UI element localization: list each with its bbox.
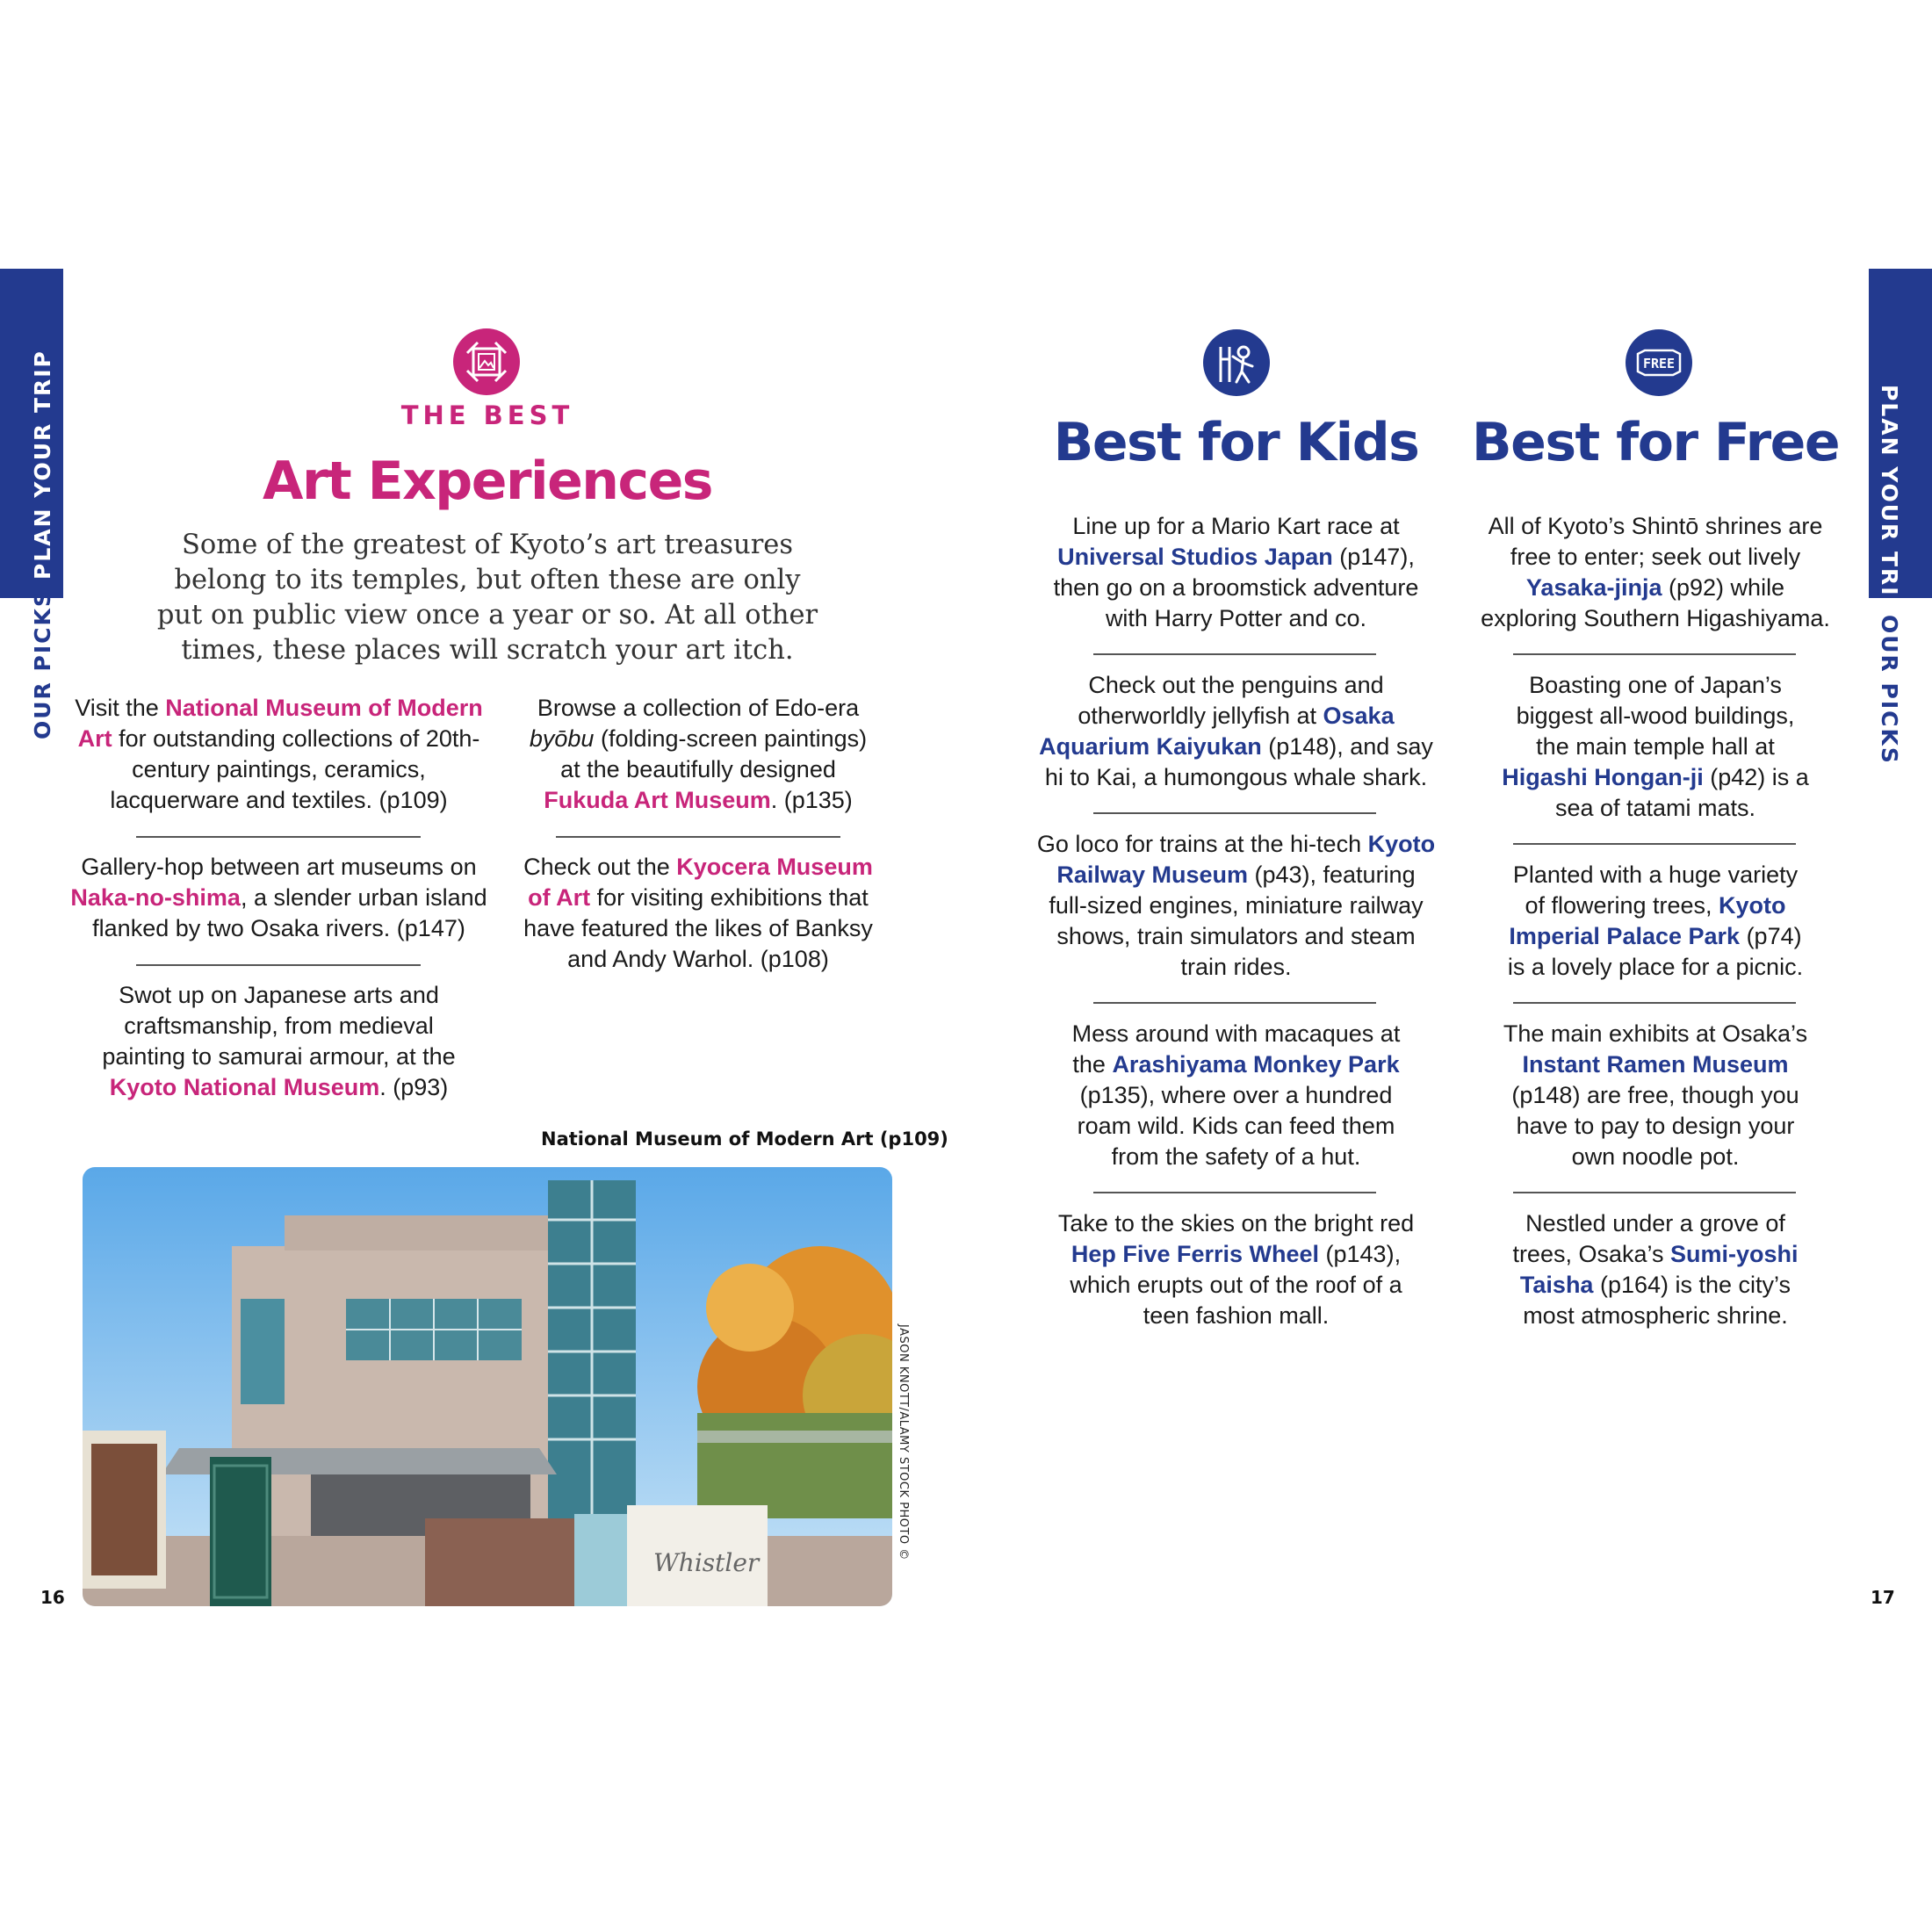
museum-photo (83, 1167, 892, 1606)
divider (1513, 1002, 1796, 1004)
free-item-yasaka-jinja: All of Kyoto’s Shintō shrines are free to enter; seek out lively Yasaka-jinja (p92) while exploring Southern Higashiyama. (1481, 513, 1830, 631)
kids-item-ferris-wheel: Take to the skies on the bright red Hep Five Ferris Wheel (p143), which erupts out of the roof of a teen fashion mall. (1057, 1210, 1415, 1329)
osaka-aquarium-link[interactable]: Osaka Aquarium Kaiyukan (1039, 703, 1395, 760)
fukuda-art-museum-link[interactable]: Fukuda Art Museum (544, 787, 771, 813)
art-item-fukuda: Browse a collection of Edo-era byōbu (folding-screen paintings) at the beautifully designed Fukuda Art Museum. (p135) (529, 695, 868, 813)
photo-credit: JASON KNOTT/ALAMY STOCK PHOTO © (897, 1324, 910, 1561)
kyoto-national-museum-link[interactable]: Kyoto National Museum (109, 1074, 380, 1100)
free-item-sumi-yoshi-taisha: Nestled under a grove of trees, Osaka’s Sumi-yoshi Taisha (p164) is the city’s most atmospheric shrine. (1512, 1210, 1799, 1329)
sumi-yoshi-taisha-link[interactable]: Sumi-yoshi Taisha (1519, 1241, 1799, 1298)
divider (1093, 653, 1376, 655)
kids-title: Best for Kids (1053, 412, 1419, 473)
divider (1093, 1002, 1376, 1004)
instant-ramen-museum-link[interactable]: Instant Ramen Museum (1522, 1051, 1789, 1078)
photo-sign-text: Whistler (653, 1548, 760, 1577)
kids-item-railway-museum: Go loco for trains at the hi-tech Kyoto Railway Museum (p43), featuring full-sized engines, miniature railway shows, train simulators and steam train rides. (1036, 831, 1436, 980)
kids-item-monkey-park: Mess around with macaques at the Arashiyama Monkey Park (p135), where over a hundred roam wild. Kids can feed them from the safety of a hut. (1071, 1020, 1401, 1170)
free-item-higashi-hongan-ji: Boasting one of Japan’s biggest all-wood buildings, the main temple hall at Higashi Hongan-ji (p42) is a sea of tatami mats. (1502, 672, 1809, 821)
art-title: Art Experiences (263, 451, 712, 512)
kyoto-railway-museum-link[interactable]: Kyoto Railway Museum (1056, 831, 1436, 888)
kyocera-museum-link[interactable]: Kyocera Museum of Art (528, 854, 873, 911)
kids-item-aquarium: Check out the penguins and otherworldly jellyfish at Osaka Aquarium Kaiyukan (p148), and say hi to Kai, a humongous whale shark. (1039, 672, 1433, 790)
page-number-left: 16 (40, 1587, 65, 1608)
art-item-kyoto-national-museum: Swot up on Japanese arts and craftsmanship, from medieval painting to samurai armour, at the Kyoto National Museum. (p93) (102, 982, 456, 1100)
child-playing-icon (1201, 328, 1272, 398)
naka-no-shima-link[interactable]: Naka-no-shima (70, 884, 241, 911)
photo-caption: National Museum of Modern Art (p109) (541, 1128, 948, 1150)
divider (136, 964, 421, 966)
divider (1513, 653, 1796, 655)
free-title: Best for Free (1471, 412, 1840, 473)
free-item-imperial-palace-park: Planted with a huge variety of flowering trees, Kyoto Imperial Palace Park (p74) is a lovely place for a picnic. (1507, 861, 1804, 980)
divider (1093, 1192, 1376, 1193)
kyoto-imperial-palace-park-link[interactable]: Kyoto Imperial Palace Park (1509, 892, 1786, 949)
divider (556, 836, 840, 838)
arashiyama-monkey-park-link[interactable]: Arashiyama Monkey Park (1112, 1051, 1400, 1078)
page-number-right: 17 (1871, 1587, 1895, 1608)
free-icon-text: FREE (1642, 356, 1676, 371)
framed-picture-icon (451, 327, 522, 397)
art-item-national-museum: Visit the National Museum of Modern Art for outstanding collections of 20th-century paintings, ceramics, lacquerware and textiles. (p109) (75, 695, 483, 813)
art-kicker: THE BEST (400, 400, 574, 430)
divider (1513, 1192, 1796, 1193)
free-item-instant-ramen-museum: The main exhibits at Osaka’s Instant Ramen Museum (p148) are free, though you have to pay to design your own noodle pot. (1503, 1020, 1808, 1170)
universal-studios-link[interactable]: Universal Studios Japan (1057, 544, 1333, 570)
free-tag-icon (1624, 328, 1694, 398)
art-intro: Some of the greatest of Kyoto’s art treasures belong to its temples, but often these are only put on public view once a year or so. At all other times, these places will scratch your art itch. (156, 530, 818, 666)
higashi-hongan-ji-link[interactable]: Higashi Hongan-ji (1502, 764, 1704, 790)
right-subsection-label: OUR PICKS (1877, 615, 1902, 765)
divider (1513, 843, 1796, 845)
national-museum-link[interactable]: National Museum of Modern Art (77, 695, 483, 752)
art-item-kyocera: Check out the Kyocera Museum of Art for visiting exhibitions that have featured the likes of Banksy and Andy Warhol. (p108) (523, 854, 873, 972)
divider (136, 836, 421, 838)
kids-item-universal-studios: Line up for a Mario Kart race at Universal Studios Japan (p147), then go on a broomstick adventure with Harry Potter and co. (1053, 513, 1419, 631)
right-section-label: PLAN YOUR TRIP (1877, 385, 1902, 615)
art-item-naka-no-shima: Gallery-hop between art museums on Naka-no-shima, a slender urban island flanked by two Osaka rivers. (p147) (70, 854, 487, 941)
left-subsection-label: OUR PICKS (30, 589, 55, 739)
yasaka-jinja-link[interactable]: Yasaka-jinja (1525, 574, 1662, 601)
hep-five-ferris-wheel-link[interactable]: Hep Five Ferris Wheel (1071, 1241, 1320, 1267)
divider (1093, 812, 1376, 814)
left-section-label: PLAN YOUR TRIP (30, 350, 55, 580)
